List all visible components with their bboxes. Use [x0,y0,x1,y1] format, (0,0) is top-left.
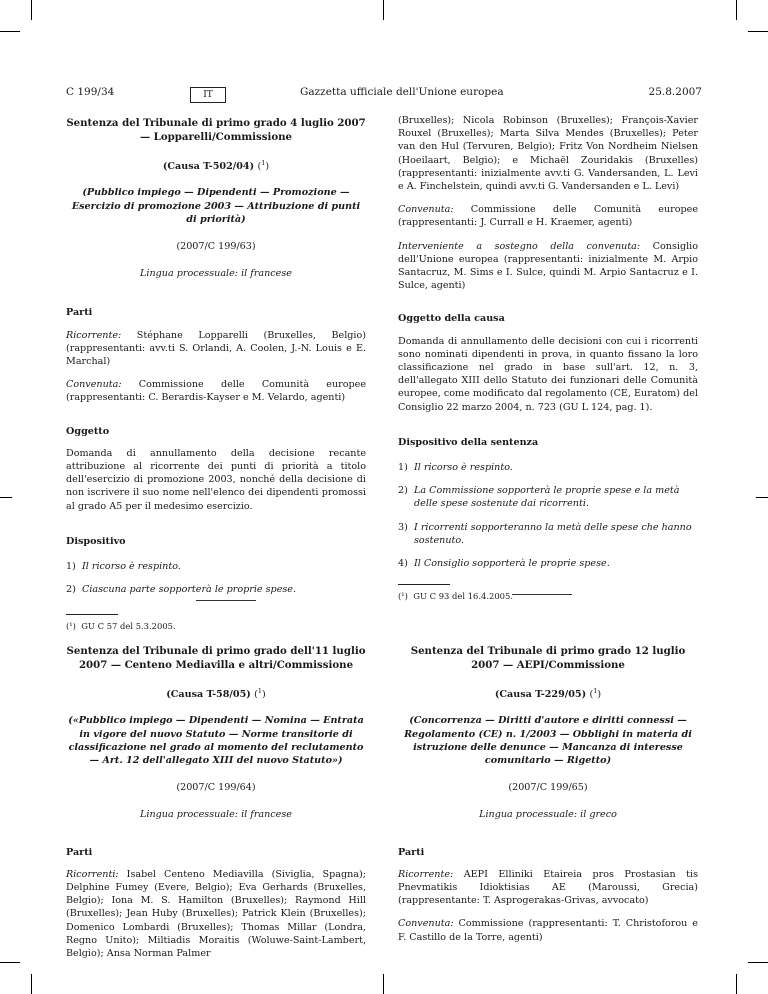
operative-list [66,560,366,596]
section-heading-dispositivo-sentenza: Dispositivo della sentenza [398,436,539,448]
applicant-paragraph: Ricorrente: Stéphane Lopparelli (Bruxelles, Belgio) (rappresentanti: avv.ti S. Orlandi, A. Coolen, J.-N. Louis e E. Marchal) [66,329,366,368]
footnote: (¹) GU C 57 del 5.3.2005. [66,621,176,632]
crop-mark [736,974,737,994]
case-number: (Causa T-502/04) ($^1$) [162,159,270,173]
operative-list [398,461,698,570]
crop-mark [0,31,20,32]
list-item: 4) Il Consiglio sopporterà le proprie spese. [398,558,610,570]
procedure-language: Lingua processuale: il greco [479,809,617,821]
list-item: 2) La Commissione sopporterà le proprie spese e la metà delle spese sostenute dai ricorrenti. [398,485,680,510]
applicants-paragraph: Ricorrenti: Isabel Centeno Mediavilla (Siviglia, Spagna); Delphine Fumey (Evere, Belgio); Eva Gerhards (Bruxelles, Belgio); Iona M. S. Hamilton (Bruxelles); Raymond Hill (Bruxelles); Jean Huby (Bruxelles); Patrick Klein (Bruxelles); Domenico Lombardi (Bruxelles); Thomas Millar (Londra, Regno Unito); Miltiadis Moraitis (Woluwe-Saint-Lambert, Belgio); Ansa Norman Palmer [66,868,366,960]
section-heading-parti: Parti [66,307,93,319]
applicants-continuation: (Bruxelles); Nicola Robinson (Bruxelles); François-Xavier Rouxel (Bruxelles); Marta Silva Mendes (Bruxelles); Peter van den Hul (Tervuren, Belgio); Fritz Von Nordheim Nielsen (Hoeilaart, Belgio); e Michaël Zouridakis (Bruxelles) (rappresentanti: inizialmente avv.ti G. Vandersanden, L. Levi e A. Finchelstein, quindi avv.ti G. Vandersanden e L. Levi) [398,115,698,193]
section-heading-dispositivo: Dispositivo [66,535,126,547]
crop-mark [0,962,20,963]
crop-mark [736,0,737,20]
section-heading-parti: Parti [66,846,93,858]
footnote-ref: 1 [593,687,598,695]
applicant-paragraph: Ricorrente: AEPI Elliniki Etaireia pros Prostasian tis Pnevmatikis Idioktisias AE (Maroussi, Grecia) (rappresentante: T. Asprogerakas-Grivas, avvocato) [398,868,698,907]
judgment-title: Sentenza del Tribunale di primo grado 12 luglio 2007 — AEPI/Commissione [410,645,686,671]
oj-reference: (2007/C 199/65) [508,782,588,794]
footnote-ref: 1 [257,687,263,695]
footnote-ref: 1 [261,159,266,167]
procedure-language: Lingua processuale: il francese [140,809,292,821]
section-heading-oggetto-causa: Oggetto della causa [398,313,505,325]
crop-mark [756,497,768,498]
crop-mark [383,0,384,20]
footnote: (¹) GU C 93 del 16.4.2005. [398,591,513,602]
crop-mark [383,974,384,994]
list-item: 3) I ricorrenti sopporteranno la metà delle spese che hanno sostenuto. [398,521,692,546]
crop-mark [748,962,768,963]
section-heading-parti: Parti [398,846,425,858]
judgment-aepi [398,644,698,954]
object-paragraph: Domanda di annullamento della decisione recante attribuzione al ricorrente dei punti di priorità a titolo dell'esercizio di promozione 2003, nonché della decisione di non iscrivere il suo nome nell'elenco dei dipendenti promossi al grado A5 per il medesimo esercizio. [66,447,366,512]
page-header [66,86,702,106]
issue-number: C 199/34 [66,86,115,98]
judgment-centeno [66,644,366,970]
footnote-rule [398,584,450,585]
case-number: (Causa T-58/05) ($^1$) [166,687,266,701]
crop-mark [31,974,32,994]
defendant-paragraph: Convenuta: Commissione (rappresentanti: T. Christoforou e F. Castillo de la Torre, agenti) [398,918,698,943]
intervener-paragraph: Interveniente a sostegno della convenuta: Consiglio dell'Unione europea (rappresentanti: inizialmente M. Arpio Santacruz, M. Sims e I. Sulce, quindi M. Arpio Santacruz e I. Sulce, agenti) [398,240,698,292]
defendant-paragraph: Convenuta: Commissione delle Comunità europee (rappresentanti: J. Currall e H. Kraemer, agenti) [398,204,698,229]
procedure-language: Lingua processuale: il francese [140,268,292,280]
list-item: 2) Ciascuna parte sopporterà le proprie spese. [66,584,297,596]
issue-date: 25.8.2007 [648,86,702,98]
list-item: 1) Il ricorso è respinto. [66,561,181,573]
oj-reference: (2007/C 199/63) [176,241,256,252]
item-separator [196,600,256,601]
journal-title: Gazzetta ufficiale dell'Unione europea [300,86,504,98]
judgment-subject: (Pubblico impiego — Dipendenti — Promozione — Esercizio di promozione 2003 — Attribuzione di punti di priorità) [71,187,361,225]
judgment-title: Sentenza del Tribunale di primo grado dell'11 luglio 2007 — Centeno Mediavilla e altri/Commissione [66,645,366,671]
judgment-centeno-continuation [398,112,698,603]
footnote-rule [66,614,118,615]
crop-mark [0,497,12,498]
oj-reference: (2007/C 199/64) [176,782,256,794]
defendant-paragraph: Convenuta: Commissione delle Comunità europee (rappresentanti: C. Berardis-Kayser e M. Velardo, agenti) [66,379,366,404]
judgment-title: Sentenza del Tribunale di primo grado 4 luglio 2007 — Lopparelli/Commissione [66,117,366,143]
item-separator [512,594,572,595]
section-heading-oggetto: Oggetto [66,425,110,437]
judgment-subject: («Pubblico impiego — Dipendenti — Nomina — Entrata in vigore del nuovo Statuto — Norme transitorie di classificazione nel grado al momento del reclutamento — Art. 12 dell'allegato XIII del nuovo Statuto») [68,715,364,766]
case-number: (Causa T-229/05) ($^1$) [494,687,602,701]
crop-mark [748,31,768,32]
judgment-subject: (Concorrenza — Diritti d'autore e diritti connessi — Regolamento (CE) n. 1/2003 — Obblighi in materia di istruzione delle denunce — Mancanza di interesse comunitario — Rigetto) [404,715,692,766]
object-paragraph: Domanda di annullamento delle decisioni con cui i ricorrenti sono nominati dipendenti in prova, in quanto fissano la loro classificazione nel grado in base sull'art. 12, n. 3, dell'allegato XIII dello Statuto dei funzionari delle Comunità europee, come modificato dal regolamento (CE, Euratom) del Consiglio 22 marzo 2004, n. 723 (GU L 124, pag. 1). [398,335,698,413]
judgment-lopparelli [66,116,366,634]
list-item: 1) Il ricorso è respinto. [398,462,513,474]
crop-mark [31,0,32,20]
language-badge: IT [190,87,226,103]
